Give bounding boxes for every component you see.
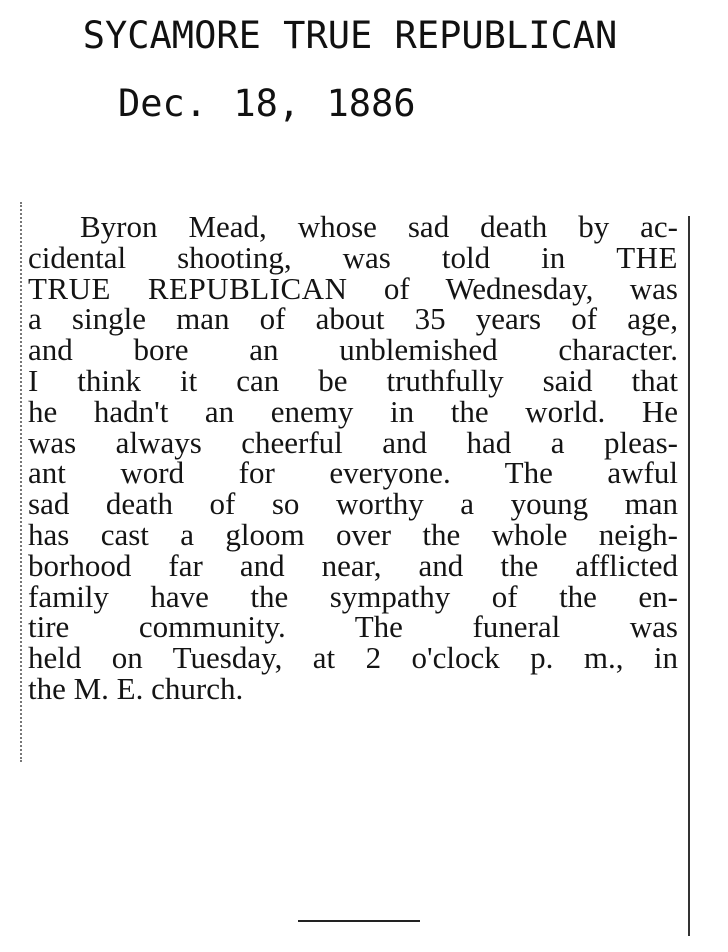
article-clipping	[20, 202, 692, 938]
article-line: ant word for everyone. The awful	[28, 455, 678, 491]
article-line: has cast a gloom over the whole neigh-	[28, 516, 678, 552]
article-line: held on Tuesday, at 2 o'clock p. m., in	[28, 640, 678, 676]
article-line: he hadn't an enemy in the world. He	[28, 393, 678, 429]
article-line: was always cheerful and had a pleas-	[28, 424, 678, 460]
article-line: and bore an unblemished character.	[28, 332, 678, 368]
publication-date: Dec. 18, 1886	[118, 82, 416, 125]
left-column-rule	[20, 202, 22, 762]
article-line: the M. E. church.	[28, 670, 244, 706]
article-line: tire community. The funeral was	[28, 609, 678, 645]
article-line: borhood far and near, and the afflicted	[28, 547, 678, 583]
article-body	[28, 209, 678, 706]
right-column-rule	[688, 216, 690, 936]
article-line: a single man of about 35 years of age,	[28, 301, 678, 337]
article-line: Byron Mead, whose sad death by ac-	[80, 209, 678, 244]
article-line: TRUE REPUBLICAN of Wednesday, was	[28, 270, 678, 306]
article-line: I think it can be truthfully said that	[28, 362, 678, 398]
article-line: cidental shooting, was told in THE	[28, 239, 678, 275]
newspaper-title: SYCAMORE TRUE REPUBLICAN	[82, 14, 618, 57]
article-end-rule	[298, 920, 420, 922]
article-line: sad death of so worthy a young man	[28, 486, 678, 522]
article-line: family have the sympathy of the en-	[28, 578, 678, 614]
